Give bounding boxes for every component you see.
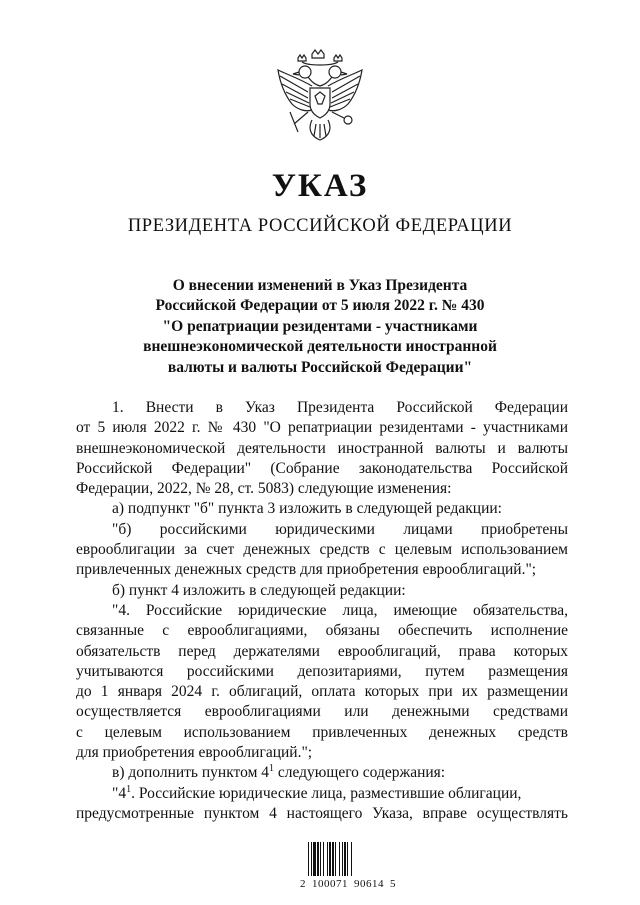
document-subtitle: ПРЕЗИДЕНТА РОССИЙСКОЙ ФЕДЕРАЦИИ bbox=[127, 216, 513, 236]
coat-of-arms-emblem bbox=[268, 48, 372, 144]
heading-line: Российской Федерации от 5 июля 2022 г. № 430 bbox=[155, 297, 485, 315]
barcode-bar bbox=[317, 842, 319, 876]
body-line: осуществляется еврооблигациями или денежными средствами bbox=[76, 703, 568, 721]
barcode-number bbox=[300, 878, 396, 890]
heading-line: валюты и валюты Российской Федерации" bbox=[167, 358, 473, 376]
body-line: еврооблигации за счет денежных средств с целевым использованием bbox=[76, 541, 568, 559]
body-line: до 1 января 2024 г. облигаций, оплата которых при их размещении bbox=[76, 683, 568, 701]
body-line: "б) российскими юридическими лицами приобретены bbox=[112, 520, 568, 538]
body-line: привлеченных денежных средств для приобретения еврооблигаций."; bbox=[76, 561, 537, 579]
barcode-bar bbox=[339, 842, 340, 876]
heading-line: внешнеэкономической деятельности иностранной bbox=[143, 338, 497, 356]
decree-heading bbox=[60, 276, 580, 378]
barcode-bar bbox=[327, 842, 328, 876]
body-line: для приобретения еврооблигаций."; bbox=[76, 744, 313, 762]
body-line: Федерации, 2022, № 28, ст. 5083) следующие изменения: bbox=[76, 480, 452, 498]
barcode-digit-group: 90614 bbox=[354, 878, 384, 890]
barcode-bar bbox=[323, 842, 324, 876]
barcode-bar bbox=[311, 842, 312, 876]
barcode-icon bbox=[308, 842, 368, 878]
barcode-bar bbox=[351, 842, 352, 876]
body-line: предусмотренные пунктом 4 настоящего Указа, вправе осуществлять bbox=[76, 804, 568, 822]
body-line: Российской Федерации" (Собрание законодательства Российской bbox=[76, 459, 568, 477]
body-text: . Российские юридические лица, разместившие облигации, bbox=[131, 784, 522, 802]
body-text: в) дополнить пунктом 4 bbox=[112, 764, 269, 782]
decree-body bbox=[76, 398, 568, 824]
body-line: от 5 июля 2022 г. № 430 "О репатриации резидентами - участниками bbox=[76, 419, 568, 437]
barcode-bar bbox=[308, 842, 309, 876]
body-line: связанные с еврооблигациями, обязаны обеспечить исполнение bbox=[76, 622, 568, 640]
barcode-bar bbox=[313, 842, 316, 876]
body-line: с целевым использованием привлеченных денежных средств bbox=[76, 723, 568, 741]
barcode-bar bbox=[335, 842, 336, 876]
body-line: 1. Внести в Указ Президента Российской Федерации bbox=[112, 399, 568, 416]
barcode-digit-group: 2 bbox=[300, 878, 306, 890]
body-line: "4. Российские юридические лица, имеющие обязательства, bbox=[112, 601, 568, 619]
heading-line: "О репатриации резидентами - участниками bbox=[162, 317, 478, 335]
barcode-bar bbox=[320, 842, 321, 876]
document-title: УКАЗ bbox=[271, 168, 369, 204]
body-line: а) подпункт "б" пункта 3 изложить в следующей редакции: bbox=[112, 500, 502, 518]
barcode-digit-group: 100071 bbox=[312, 878, 348, 890]
body-text: следующего содержания: bbox=[274, 764, 446, 782]
body-line: учитываются российскими депозитариями, путем размещения bbox=[76, 662, 568, 680]
superscript: 1 bbox=[269, 763, 274, 775]
barcode-bar bbox=[332, 842, 334, 876]
barcode-digit-group: 5 bbox=[390, 878, 396, 890]
barcode-bar bbox=[342, 842, 343, 876]
barcode-bar bbox=[347, 842, 348, 876]
body-line: обязательств перед держателями еврооблигаций, права которых bbox=[76, 642, 568, 660]
barcode-bar bbox=[344, 842, 346, 876]
body-line: внешнеэкономической деятельности иностранной валюты и валюты bbox=[76, 439, 568, 457]
barcode-bar bbox=[329, 842, 331, 876]
body-text: "4 bbox=[112, 784, 127, 802]
body-line bbox=[76, 784, 568, 804]
body-line: б) пункт 4 изложить в следующей редакции: bbox=[112, 581, 406, 599]
superscript: 1 bbox=[126, 783, 132, 795]
body-line bbox=[76, 763, 568, 783]
heading-line: О внесении изменений в Указ Президента bbox=[172, 277, 468, 294]
